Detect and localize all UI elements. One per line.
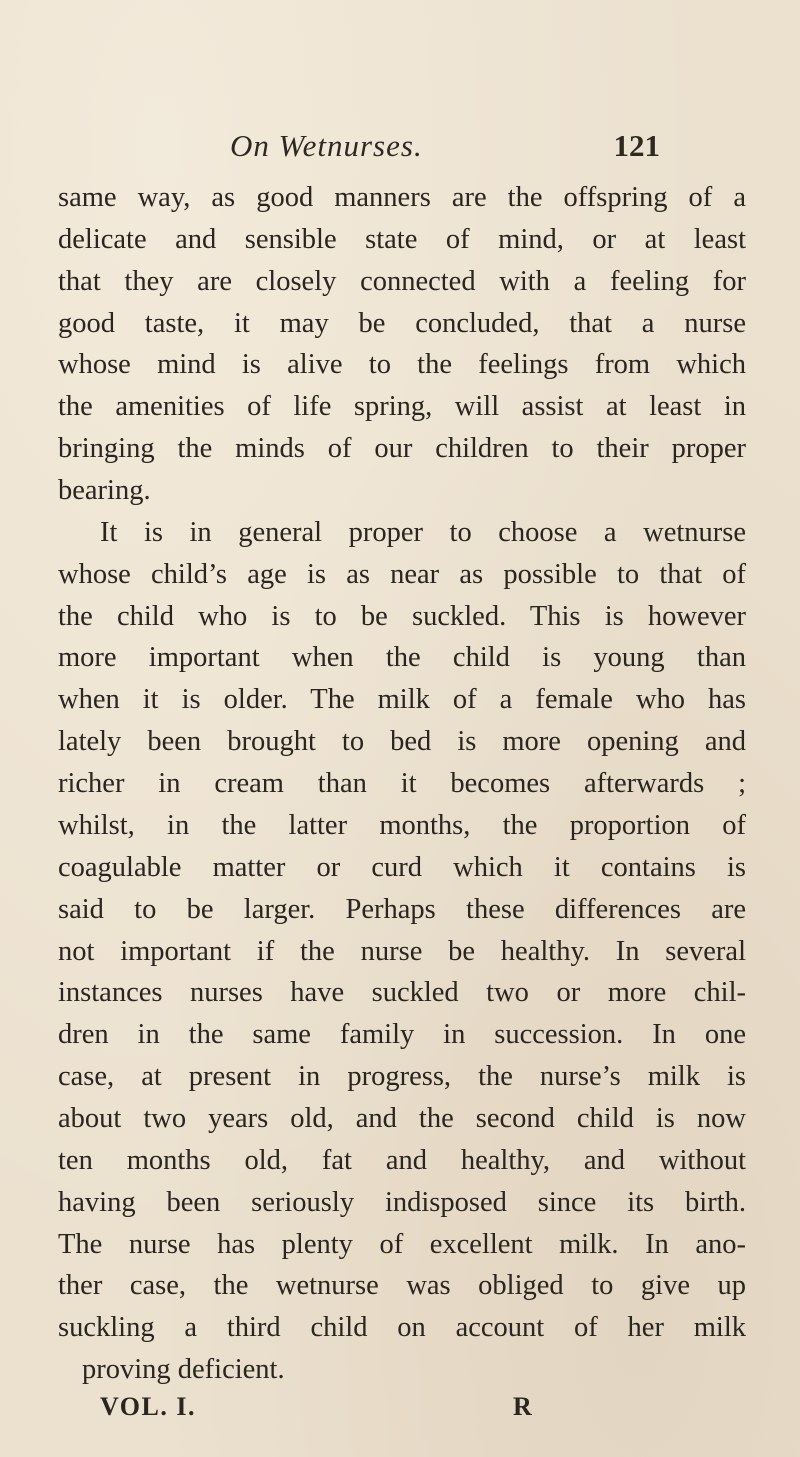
text-line: the child who is to be suckled. This is however [58, 601, 746, 632]
text-line: richer in cream than it becomes afterwards ; [58, 768, 746, 799]
text-line: The nurse has plenty of excellent milk. In ano- [58, 1229, 746, 1260]
text-line: about two years old, and the second child is now [58, 1103, 746, 1134]
text-line: delicate and sensible state of mind, or at least [58, 224, 746, 255]
running-head [230, 128, 660, 168]
text-line: whose mind is alive to the feelings from which [58, 349, 746, 380]
text-line: the amenities of life spring, will assist at least in [58, 391, 746, 422]
text-line: that they are closely connected with a feeling for [58, 266, 746, 297]
page-number: 121 [613, 128, 660, 163]
paragraph-start-line: It is in general proper to choose a wetnurse [100, 517, 746, 548]
text-line: ten months old, fat and healthy, and without [58, 1145, 746, 1176]
text-line: whilst, in the latter months, the proportion of [58, 810, 746, 841]
text-line: more important when the child is young than [58, 642, 746, 673]
text-line: suckling a third child on account of her milk [58, 1312, 746, 1343]
text-line: lately been brought to bed is more opening and [58, 726, 746, 757]
text-line: having been seriously indisposed since its birth. [58, 1187, 746, 1218]
text-line: coagulable matter or curd which it contains is [58, 852, 746, 883]
text-line: not important if the nurse be healthy. In several [58, 936, 746, 967]
running-title: On Wetnurses. [230, 128, 423, 163]
text-line: good taste, it may be concluded, that a nurse [58, 308, 746, 339]
text-line: proving deficient. [82, 1354, 285, 1385]
signature-letter: R [513, 1392, 532, 1421]
text-line: bringing the minds of our children to their proper [58, 433, 746, 464]
text-line: instances nurses have suckled two or more chil- [58, 977, 746, 1008]
text-line: when it is older. The milk of a female who has [58, 684, 746, 715]
text-line: same way, as good manners are the offspring of a [58, 182, 746, 213]
text-line: whose child’s age is as near as possible to that of [58, 559, 746, 590]
text-line: dren in the same family in succession. In one [58, 1019, 746, 1050]
text-line: bearing. [58, 475, 151, 506]
volume-mark: VOL. I. [100, 1392, 196, 1421]
signature-line [100, 1392, 700, 1432]
text-line: ther case, the wetnurse was obliged to give up [58, 1270, 746, 1301]
text-line: case, at present in progress, the nurse’s milk is [58, 1061, 746, 1092]
text-line: said to be larger. Perhaps these differences are [58, 894, 746, 925]
